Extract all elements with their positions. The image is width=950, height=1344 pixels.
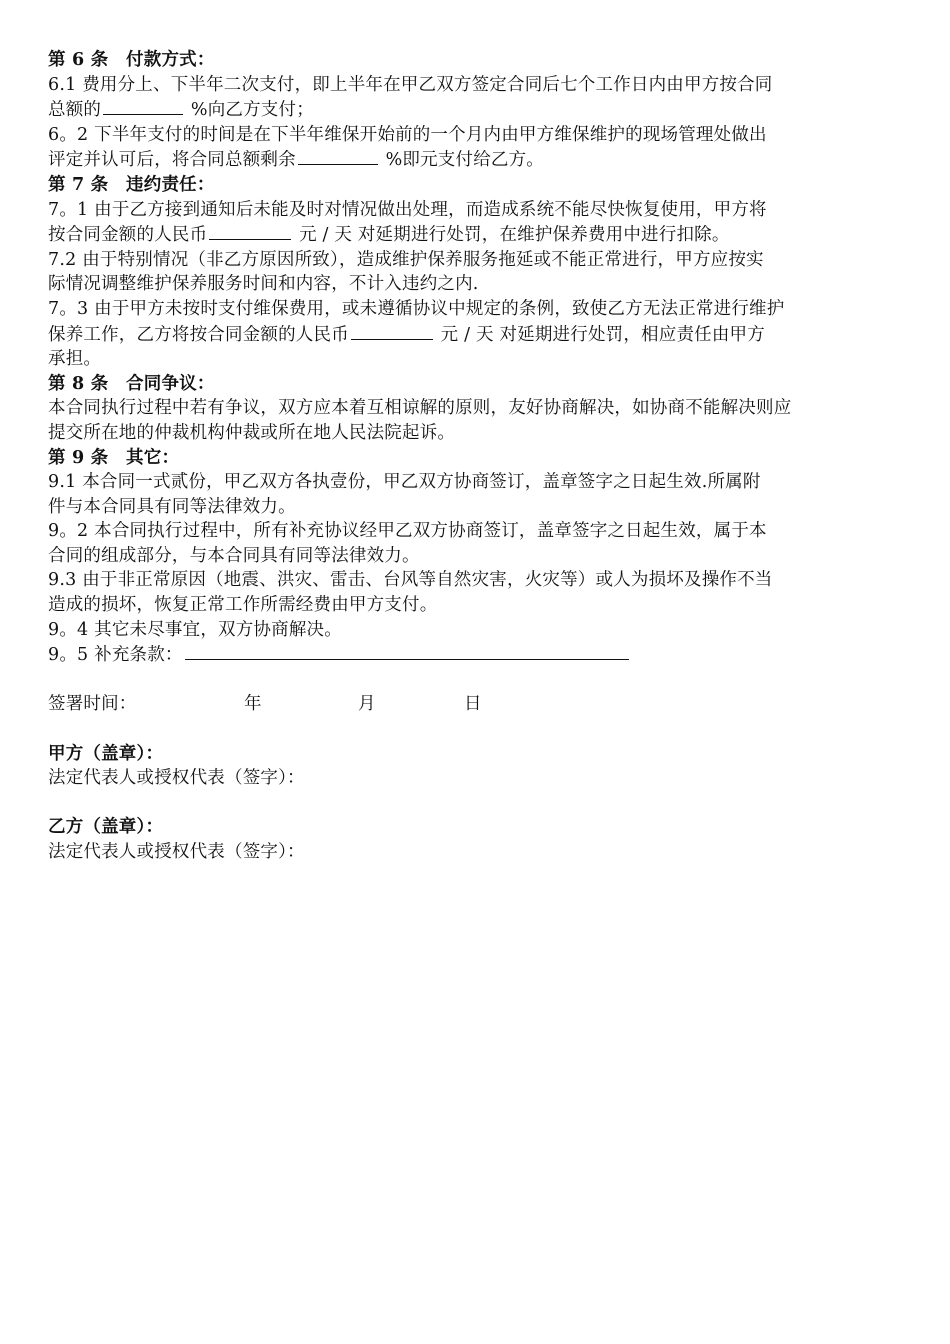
spacer (48, 668, 898, 693)
clause-7-3-line-3: 承担。 (48, 349, 102, 370)
party-a-representative: 法定代表人或授权代表（签字）： (48, 768, 305, 789)
clause-6-2-text: 评定并认可后，将合同总额剩余 (48, 150, 296, 171)
party-b-title: 乙方（盖章）： (48, 817, 164, 838)
blank-supplementary-terms (185, 642, 629, 660)
clause-9-2-line-1: 9。2 本合同执行过程中，所有补充协议经甲乙双方协商签订，盖章签字之日起生效，属于本 (48, 521, 767, 542)
clause-6-2-tail: %即元支付给乙方。 (379, 150, 545, 171)
blank-penalty-party-a (351, 322, 433, 340)
signing-month-label: 月 (358, 694, 376, 715)
clause-6-2-line-1: 6。2 下半年支付的时间是在下半年维保开始前的一个月内由甲方维保维护的现场管理处做出 (48, 124, 767, 145)
clause-9-2-line-2: 合同的组成部分，与本合同具有同等法律效力。 (48, 545, 420, 566)
article-7-heading: 第 7 条 违约责任： (48, 174, 215, 195)
clause-9-1-line-1: 9.1 本合同一式贰份，甲乙双方各执壹份，甲乙双方协商签订，盖章签字之日起生效.所属附 (48, 472, 761, 493)
clause-7-2-line-2: 际情况调整维护保养服务时间和内容，不计入违约之内. (48, 274, 479, 295)
clause-9-4: 9。4 其它未尽事宜，双方协商解决。 (48, 619, 342, 640)
signing-day-label: 日 (464, 694, 482, 715)
blank-percent-first-half (103, 97, 183, 115)
clause-7-1-line-2 (48, 222, 898, 248)
clause-7-3-line-2 (48, 322, 898, 348)
clause-7-1-line-1: 7。1 由于乙方接到通知后未能及时对情况做出处理，而造成系统不能尽快恢复使用，甲方将 (48, 199, 767, 220)
clause-7-3-text: 保养工作，乙方将按合同金额的人民币 (48, 324, 349, 345)
clause-7-1-text: 按合同金额的人民币 (48, 225, 208, 246)
signing-year-label: 年 (244, 694, 262, 715)
clause-7-3-line-1: 7。3 由于甲方未按时支付维保费用，或未遵循协议中规定的条例，致使乙方无法正常进行维护 (48, 298, 785, 319)
article-8-line-2: 提交所在地的仲裁机构仲裁或所在地人民法院起诉。 (48, 422, 456, 443)
clause-7-1-tail: 元 / 天 对延期进行处罚，在维护保养费用中进行扣除。 (293, 225, 730, 246)
clause-6-1-line-1: 6.1 费用分上、下半年二次支付，即上半年在甲乙双方签定合同后七个工作日内由甲方按合同 (48, 74, 773, 95)
signing-date-row (48, 692, 898, 717)
article-8-line-1: 本合同执行过程中若有争议，双方应本着互相谅解的原则，友好协商解决，如协商不能解决则应 (48, 398, 792, 419)
clause-7-2-line-1: 7.2 由于特别情况（非乙方原因所致），造成维护保养服务拖延或不能正常进行，甲方应按实 (48, 249, 764, 270)
spacer (48, 717, 898, 742)
clause-7-3-tail: 元 / 天 对延期进行处罚，相应责任由甲方 (434, 324, 765, 345)
contract-page (48, 48, 898, 865)
blank-percent-remaining (298, 147, 378, 165)
clause-6-1-tail: %向乙方支付； (185, 100, 314, 121)
clause-9-3-line-1: 9.3 由于非正常原因（地震、洪灾、雷击、台风等自然灾害，火灾等）或人为损坏及操作不当 (48, 570, 773, 591)
article-8-heading: 第 8 条 合同争议： (48, 373, 215, 394)
clause-9-1-line-2: 件与本合同具有同等法律效力。 (48, 496, 296, 517)
party-a-title: 甲方（盖章）： (48, 743, 164, 764)
article-9-heading: 第 9 条 其它： (48, 447, 180, 468)
article-6-heading: 第 6 条 付款方式： (48, 50, 215, 70)
clause-9-3-line-2: 造成的损坏，恢复正常工作所需经费由甲方支付。 (48, 595, 438, 616)
clause-6-2-line-2 (48, 147, 898, 173)
spacer (48, 791, 898, 816)
signing-date-label: 签署时间： (48, 694, 137, 715)
clause-6-1-line-2 (48, 97, 898, 123)
clause-9-5-label: 9。5 补充条款： (48, 645, 183, 666)
party-b-representative: 法定代表人或授权代表（签字）： (48, 842, 305, 862)
clause-9-5 (48, 642, 898, 668)
blank-penalty-party-b (209, 222, 291, 240)
clause-6-1-text: 总额的 (48, 100, 102, 121)
